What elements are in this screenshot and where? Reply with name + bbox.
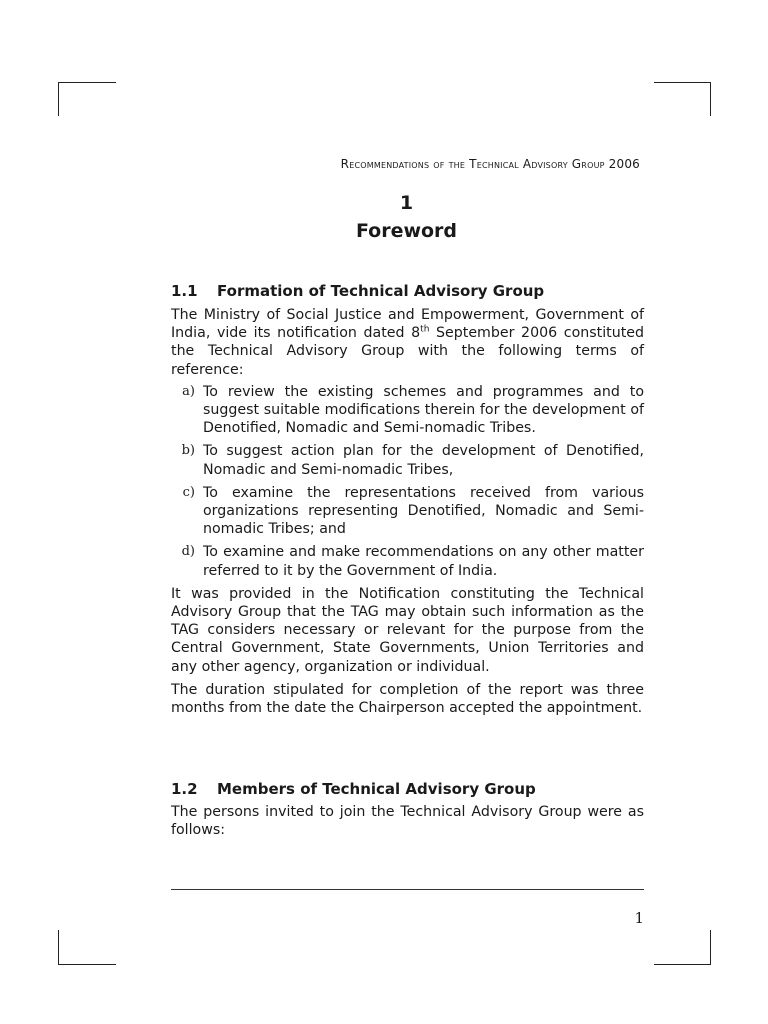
section-title: Formation of Technical Advisory Group [217, 282, 545, 300]
list-marker: a) [182, 383, 195, 399]
section-number: 1.2 [171, 780, 198, 798]
list-marker: c) [182, 484, 195, 500]
list-marker: b) [181, 443, 195, 459]
page-number: 1 [634, 909, 644, 927]
section-heading [171, 281, 644, 301]
crop-mark-top-right [710, 82, 711, 116]
information-paragraph: It was provided in the Notification constituting the Technical Advisory Group that the TAG may obtain such information as the TAG considers necessary or relevant for the purpose from the Central Government, State Governments, Union Territories and any other agency, organization or individual. [171, 585, 644, 675]
section-number: 1.1 [171, 282, 198, 300]
list-marker: d) [181, 544, 195, 560]
duration-paragraph: The duration stipulated for completion of the report was three months from the date the Chairperson accepted the appointment. [171, 681, 644, 717]
section-title: Members of Technical Advisory Group [217, 780, 536, 798]
list-item-text: To examine and make recommendations on any other matter referred to it by the Government of India. [203, 544, 644, 579]
list-item [171, 484, 644, 539]
list-item-text: To suggest action plan for the development of Denotified, Nomadic and Semi-nomadic Tribes, [203, 443, 644, 478]
ordinal-suffix: th [420, 324, 430, 335]
crop-mark-top-left [58, 82, 116, 83]
crop-mark-bottom-right [710, 930, 711, 965]
intro-text-part-1: The Ministry of Social Justice and Empowerment, Government of India, vide its notification dated 8 [171, 307, 644, 342]
list-item-text: To review the existing schemes and programmes and to suggest suitable modifications therein for the development of Denotified, Nomadic and Semi-nomadic Tribes. [203, 383, 644, 437]
crop-mark-bottom-left [58, 930, 59, 965]
list-item [171, 383, 644, 438]
list-item [171, 442, 644, 478]
terms-of-reference-list [171, 383, 644, 580]
running-header: Recommendations of the Technical Advisory Group 2006 [340, 157, 640, 171]
section-1-2 [171, 779, 644, 839]
list-item [171, 543, 644, 579]
crop-mark-top-right [654, 82, 711, 83]
chapter-title: Foreword [355, 220, 458, 242]
list-item-text: To examine the representations received from various organizations representing Denotified, Nomadic and Semi-nomadic Tribes; and [203, 484, 644, 538]
intro-paragraph [171, 306, 644, 379]
chapter-number: 1 [399, 192, 414, 214]
crop-mark-bottom-right [654, 964, 711, 965]
crop-mark-top-left [58, 82, 59, 116]
section-1-1 [171, 281, 644, 717]
footer-rule [171, 889, 644, 890]
intro-text-part-2: September 2006 constituted the Technical Advisory Group with the following terms of reference: [171, 325, 644, 378]
members-intro-paragraph: The persons invited to join the Technical Advisory Group were as follows: [171, 804, 644, 839]
section-heading [171, 779, 644, 799]
crop-mark-bottom-left [58, 964, 116, 965]
